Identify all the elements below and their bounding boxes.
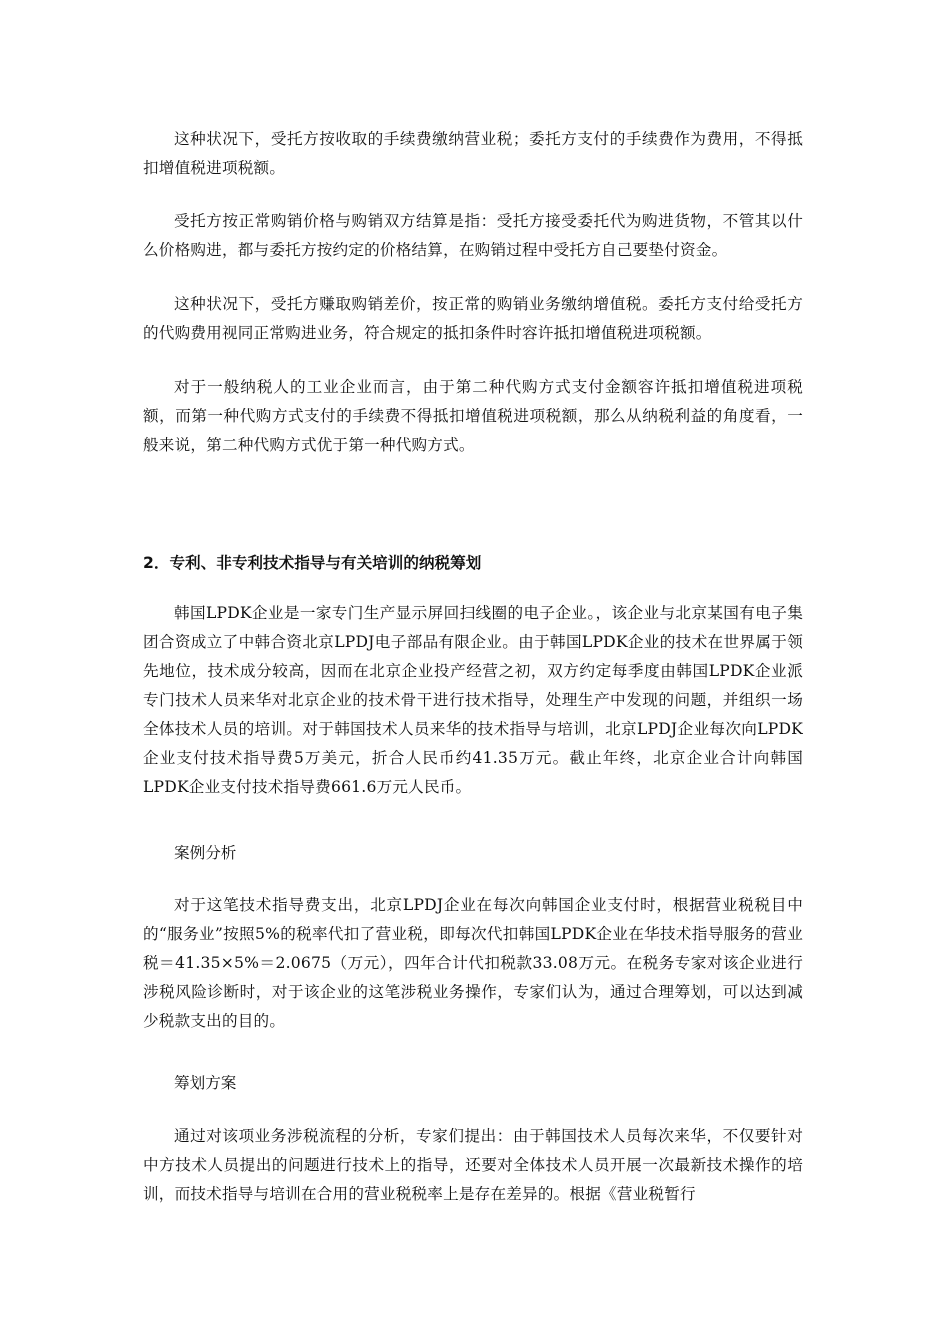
paragraph-1: 这种状况下，受托方按收取的手续费缴纳营业税；委托方支付的手续费作为费用，不得抵扣增值税进项税额。: [143, 130, 803, 177]
plan-label: 筹划方案: [174, 1074, 237, 1092]
plan-paragraph: 通过对该项业务涉税流程的分析，专家们提出：由于韩国技术人员每次来华，不仅要针对中方技术人员提出的问题进行技术上的指导，还要对全体技术人员开展一次最新技术操作的培训，而技术指导与培训在合用的营业税税率上是存在差异的。根据《营业税暂行: [143, 1127, 803, 1203]
paragraph-3: 这种状况下，受托方赚取购销差价，按正常的购销业务缴纳增值税。委托方支付给受托方的代购费用视同正常购进业务，符合规定的抵扣条件时容许抵扣增值税进项税额。: [143, 295, 803, 342]
paragraph-2: 受托方按正常购销价格与购销双方结算是指：受托方接受委托代为购进货物，不管其以什么价格购进，都与委托方按约定的价格结算，在购销过程中受托方自己要垫付资金。: [143, 212, 803, 259]
paragraph-4: 对于一般纳税人的工业企业而言，由于第二种代购方式支付金额容许抵扣增值税进项税额，而第一种代购方式支付的手续费不得抵扣增值税进项税额，那么从纳税利益的角度看，一般来说，第二种代购方式优于第一种代购方式。: [143, 378, 803, 454]
analysis-label: 案例分析: [174, 844, 237, 862]
case-paragraph: 韩国LPDK企业是一家专门生产显示屏回扫线圈的电子企业。，该企业与北京某国有电子集团合资成立了中韩合资北京LPDJ电子部品有限企业。由于韩国LPDK企业的技术在世界属于领先地位，技术成分较高，因而在北京企业投产经营之初，双方约定每季度由韩国LPDK企业派专门技术人员来华对北京企业的技术骨干进行技术指导，处理生产中发现的问题，并组织一场全体技术人员的培训。对于韩国技术人员来华的技术指导与培训，北京LPDJ企业每次向LPDK企业支付技术指导费5万美元，折合人民币约41.35万元。截止年终，北京企业合计向韩国LPDK企业支付技术指导费661.6万元人民币。: [143, 604, 803, 796]
analysis-paragraph: 对于这笔技术指导费支出，北京LPDJ企业在每次向韩国企业支付时，根据营业税税目中的“服务业”按照5%的税率代扣了营业税，即每次代扣韩国LPDK企业在华技术指导服务的营业税＝41.35×5%＝2.0675（万元），四年合计代扣税款33.08万元。在税务专家对该企业进行涉税风险诊断时，对于该企业的这笔涉税业务操作，专家们认为，通过合理筹划，可以达到减少税款支出的目的。: [143, 896, 803, 1030]
section-heading: 2．专利、非专利技术指导与有关培训的纳税筹划: [143, 554, 482, 572]
